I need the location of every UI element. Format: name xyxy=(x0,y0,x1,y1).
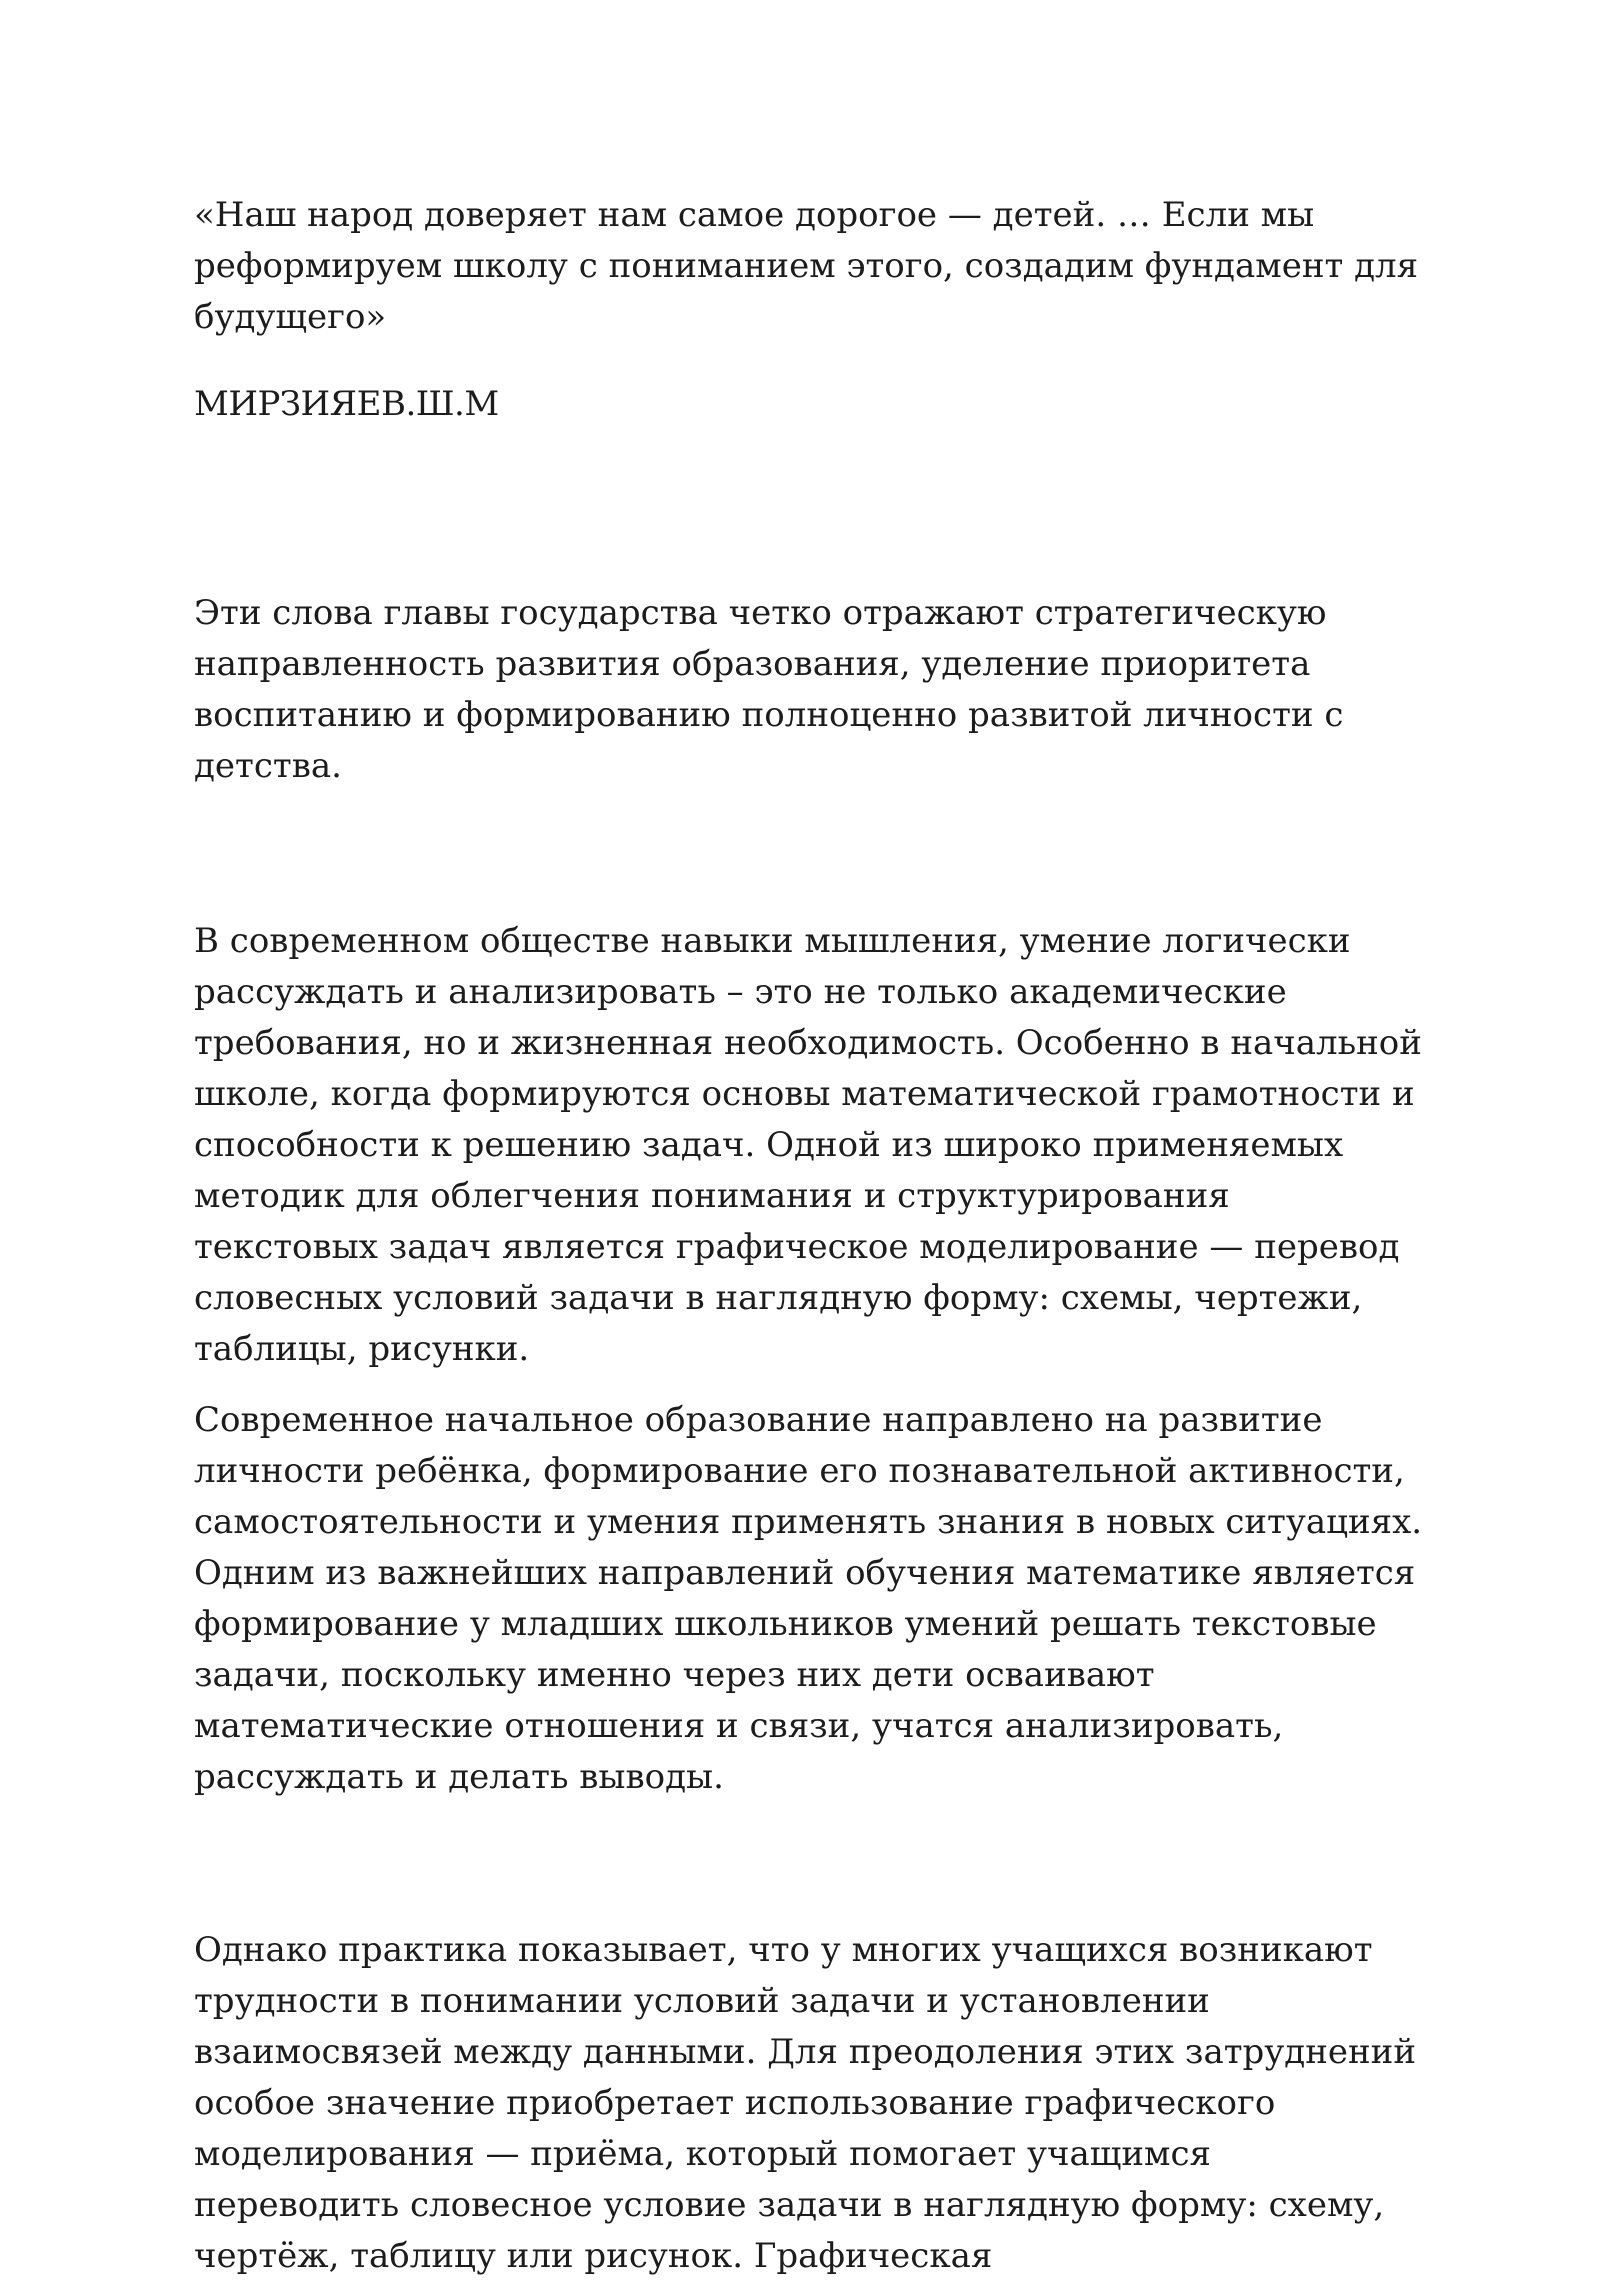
paragraph-3: Современное начальное образование направлено на развитие личности ребёнка, формирование его познавательной активности, самостоятельности и умения применять знания в новых ситуациях. Одним из важнейших направлений обучения математике является формирование у младших школьников умений решать текстовые задачи, поскольку именно через них дети осваивают математические отношения и связи, учатся анализировать, рассуждать и делать выводы. xyxy=(194,1400,1423,1797)
epigraph-author: МИРЗИЯЕВ.Ш.М xyxy=(194,384,499,424)
document-body xyxy=(194,190,1424,2282)
paragraph-1: Эти слова главы государства четко отражают стратегическую направленность развития образования, уделение приоритета воспитанию и формированию полноценно развитой личности с детства. xyxy=(194,593,1344,786)
epigraph-quote: «Наш народ доверяет нам самое дорогое — детей. … Если мы реформируем школу с пониманием этого, создадим фундамент для будущего» xyxy=(194,195,1419,337)
paragraph-2: В современном обществе навыки мышления, умение логически рассуждать и анализировать – это не только академические требования, но и жизненная необходимость. Особенно в начальной школе, когда формируются основы математической грамотности и способности к решению задач. Одной из широко применяемых методик для облегчения понимания и структурирования текстовых задач является графическое моделирование — перевод словесных условий задачи в наглядную форму: схемы, чертежи, таблицы, рисунки. xyxy=(194,921,1422,1369)
paragraph-4: Однако практика показывает, что у многих учащихся возникают трудности в понимании условий задачи и установлении взаимосвязей между данными. Для преодоления этих затруднений особое значение приобретает использование графического моделирования — приёма, который помогает учащимся переводить словесное условие задачи в наглядную форму: схему, чертёж, таблицу или рисунок. Графическая xyxy=(194,1930,1417,2276)
